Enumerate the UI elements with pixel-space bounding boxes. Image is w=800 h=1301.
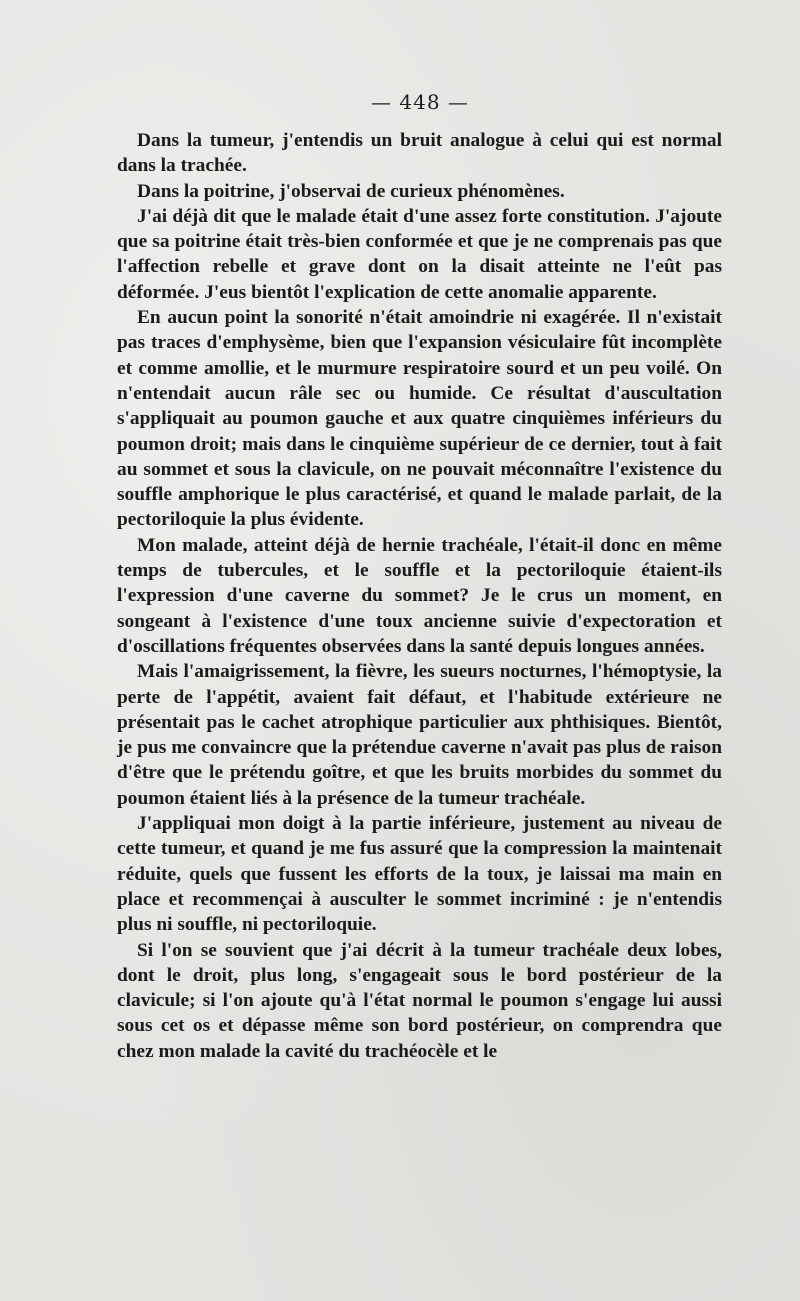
paragraph: Dans la tumeur, j'entendis un bruit analogue à celui qui est normal dans la trachée.	[117, 130, 722, 177]
paragraph: Mon malade, atteint déjà de hernie trachéale, l'était-il donc en même temps de tubercules, et le souffle et la pectoriloquie étaient-ils l'expression d'une caverne du sommet? Je le crus un moment, en songeant à l'existence d'une toux ancienne suivie d'expectoration et d'oscillations fréquentes observées dans la santé depuis longues années.	[117, 534, 722, 657]
body-text	[117, 128, 722, 1064]
paragraph: Si l'on se souvient que j'ai décrit à la tumeur trachéale deux lobes, dont le droit, plus long, s'engageait sous le bord postérieur de la clavicule; si l'on ajoute qu'à l'état normal le poumon s'engage lui aussi sous cet os et dépasse même son bord postérieur, on comprendra que chez mon malade la cavité du trachéocèle et le	[117, 939, 722, 1062]
page-number: — 448 —	[371, 90, 469, 114]
paragraph: En aucun point la sonorité n'était amoindrie ni exagérée. Il n'existait pas traces d'emphysème, bien que l'expansion vésiculaire fût incomplète et comme amollie, et le murmure respiratoire sourd et un peu voilé. On n'entendait aucun râle sec ou humide. Ce résultat d'auscultation s'appliquait au poumon gauche et aux quatre cinquièmes inférieurs du poumon droit; mais dans le cinquième supérieur de ce dernier, tout à fait au sommet et sous la clavicule, on ne pouvait méconnaître l'existence du souffle amphorique le plus caractérisé, et quand le malade parlait, de la pectoriloquie la plus évidente.	[117, 307, 722, 531]
paragraph: J'ai déjà dit que le malade était d'une assez forte constitution. J'ajoute que sa poitrine était très-bien conformée et que je ne comprenais pas que l'affection rebelle et grave dont on la disait atteinte ne l'eût pas déformée. J'eus bientôt l'explication de cette anomalie apparente.	[117, 205, 722, 303]
paragraph: J'appliquai mon doigt à la partie inférieure, justement au niveau de cette tumeur, et quand je me fus assuré que la compression la maintenait réduite, quels que fussent les efforts de la toux, je laissai ma main en place et recommençai à ausculter le sommet incriminé : je n'entendis plus ni souffle, ni pectoriloquie.	[117, 813, 722, 936]
paragraph: Mais l'amaigrissement, la fièvre, les sueurs nocturnes, l'hémoptysie, la perte de l'appétit, avaient fait défaut, et l'habitude extérieure ne présentait pas le cachet atrophique particulier aux phthisiques. Bientôt, je pus me convaincre que la prétendue caverne n'avait pas plus de raison d'être que le prétendu goître, et que les bruits morbides du sommet du poumon étaient liés à la présence de la tumeur trachéale.	[117, 661, 722, 809]
paragraph: Dans la poitrine, j'observai de curieux phénomènes.	[137, 180, 565, 202]
